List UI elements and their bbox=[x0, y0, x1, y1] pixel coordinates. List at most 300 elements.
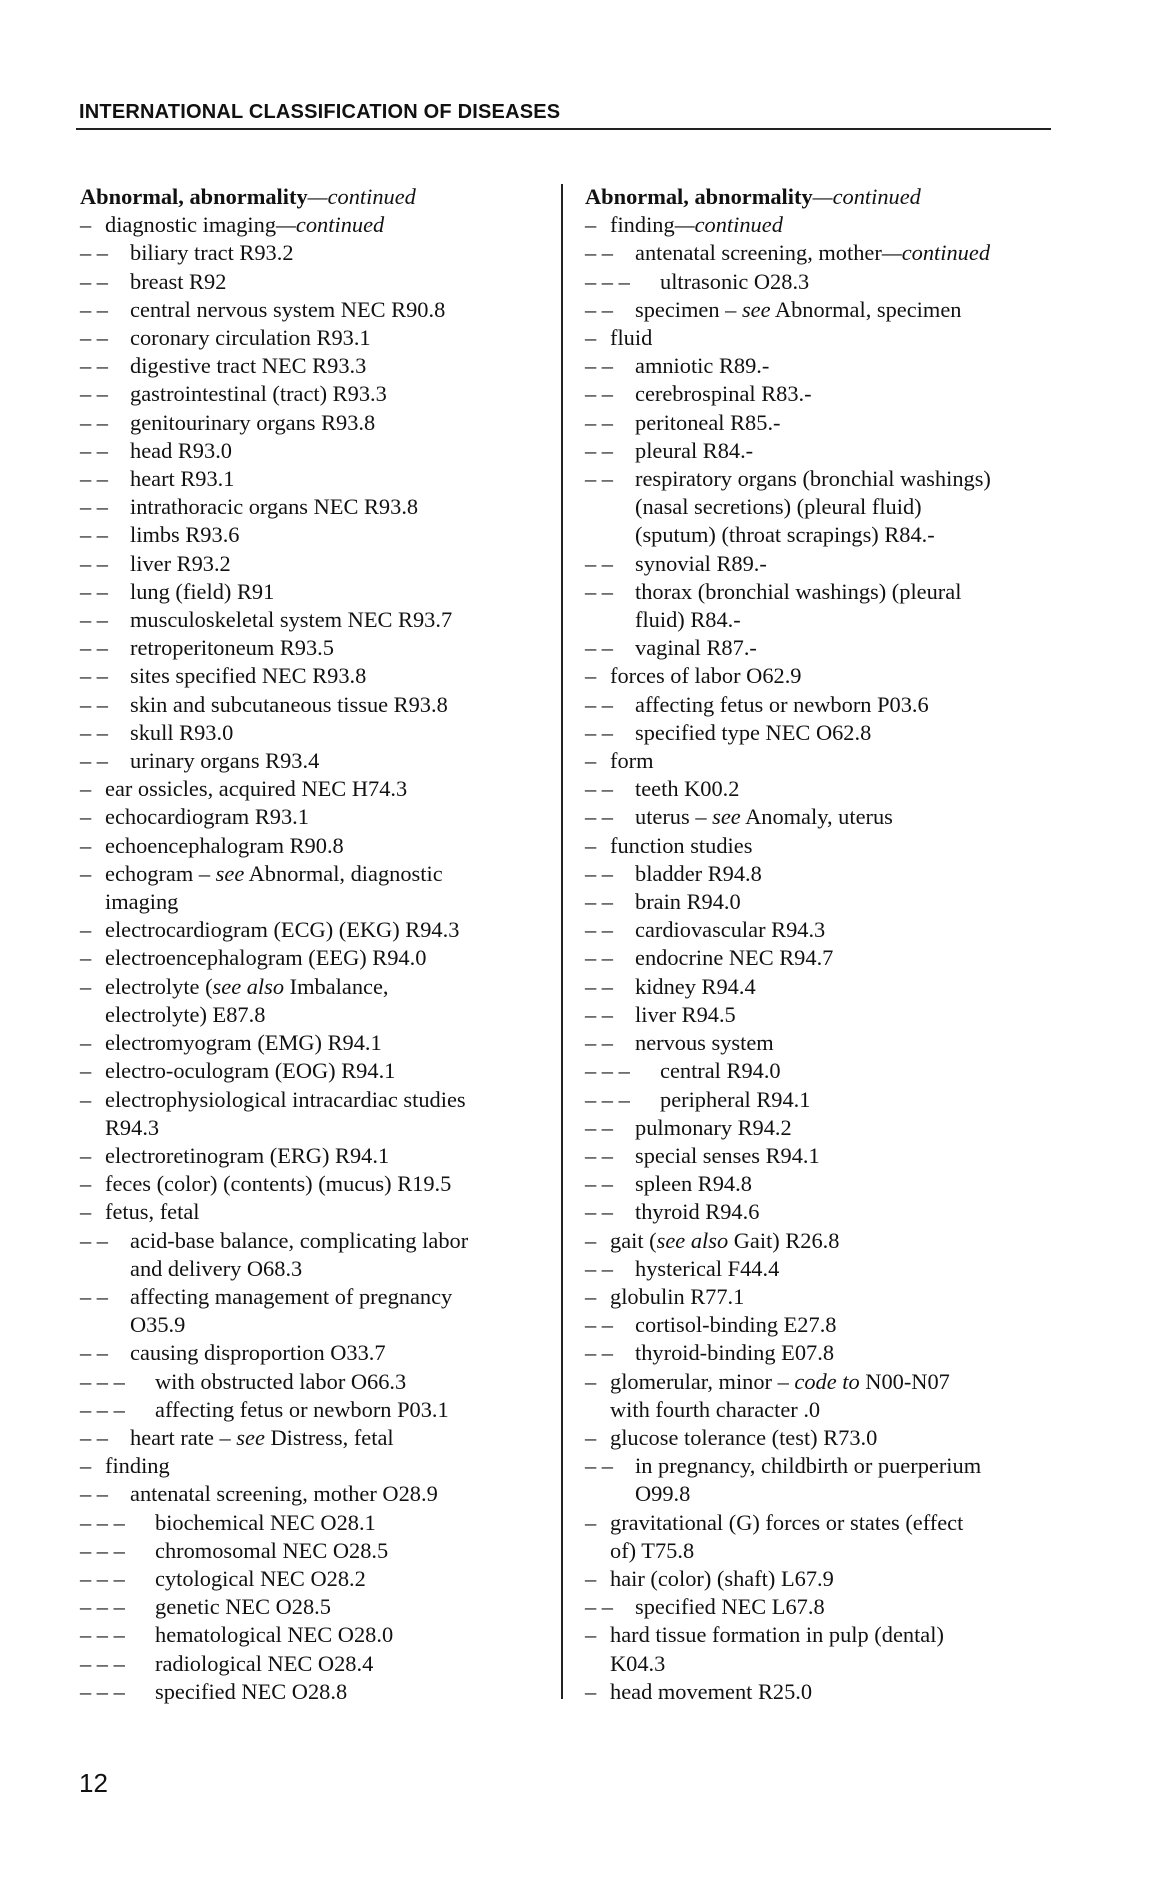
entry-term: fluid bbox=[610, 325, 653, 351]
entry-reference: Gait) R26.8 bbox=[728, 1227, 840, 1253]
entry-text bbox=[130, 1480, 438, 1508]
entry-text bbox=[635, 465, 991, 493]
index-entry bbox=[80, 465, 540, 493]
entry-level-dashes: – – bbox=[585, 550, 613, 576]
entry-text bbox=[105, 211, 384, 239]
index-entry bbox=[80, 1029, 540, 1057]
entry-level-dashes: – – bbox=[585, 296, 613, 322]
entry-level-dashes: – bbox=[80, 776, 92, 802]
entry-level-dashes: – – bbox=[585, 437, 613, 463]
entry-level-dashes: – – bbox=[585, 691, 613, 717]
entry-term: biochemical NEC O28.1 bbox=[155, 1509, 376, 1535]
entry-level-dashes: – – bbox=[585, 1594, 613, 1620]
entry-term: electrophysiological intracardiac studies bbox=[105, 1086, 466, 1112]
index-entry bbox=[585, 1283, 1045, 1311]
entry-term: feces (color) (contents) (mucus) R19.5 bbox=[105, 1171, 452, 1197]
index-entry bbox=[585, 380, 1045, 408]
index-entry bbox=[80, 1650, 540, 1678]
index-entry-continuation: (nasal secretions) (pleural fluid) bbox=[635, 494, 922, 520]
entry-text bbox=[105, 1452, 170, 1480]
entry-text bbox=[105, 973, 389, 1001]
entry-text bbox=[105, 1057, 395, 1085]
entry-text bbox=[155, 1593, 331, 1621]
entry-text bbox=[105, 1198, 200, 1226]
index-entry bbox=[80, 1593, 540, 1621]
entry-italic-note: see bbox=[215, 860, 245, 886]
entry-level-dashes: – – bbox=[585, 1312, 613, 1338]
entry-text bbox=[105, 1029, 382, 1057]
index-entry bbox=[585, 578, 1045, 606]
entry-text bbox=[635, 1198, 759, 1226]
index-entry bbox=[585, 1227, 1045, 1255]
index-entry bbox=[585, 1424, 1045, 1452]
entry-text bbox=[635, 1593, 825, 1621]
index-entry bbox=[585, 409, 1045, 437]
index-main-term bbox=[585, 183, 1045, 211]
index-entry bbox=[585, 1142, 1045, 1170]
index-entry bbox=[585, 211, 1045, 239]
entry-term: diagnostic imaging bbox=[105, 212, 277, 238]
entry-term: thorax (bronchial washings) (pleural bbox=[635, 578, 962, 604]
entry-text bbox=[635, 437, 753, 465]
index-entry bbox=[80, 578, 540, 606]
index-entry bbox=[585, 1593, 1045, 1621]
entry-term: brain R94.0 bbox=[635, 889, 741, 915]
index-entry bbox=[80, 1424, 540, 1452]
entry-level-dashes: – – bbox=[585, 381, 613, 407]
entry-text bbox=[635, 1029, 774, 1057]
index-entry bbox=[585, 662, 1045, 690]
index-entry bbox=[80, 1565, 540, 1593]
entry-text bbox=[635, 719, 871, 747]
page-number: 12 bbox=[79, 1768, 108, 1798]
entry-text bbox=[635, 944, 833, 972]
entry-text bbox=[635, 1114, 792, 1142]
entry-text bbox=[635, 1255, 779, 1283]
entry-term: retroperitoneum R93.5 bbox=[130, 635, 334, 661]
entry-level-dashes: – – – bbox=[80, 1537, 125, 1563]
entry-text bbox=[610, 1509, 963, 1537]
entry-level-dashes: – – bbox=[585, 1001, 613, 1027]
entry-italic-note: see bbox=[236, 1424, 265, 1450]
entry-level-dashes: – – bbox=[585, 1199, 613, 1225]
entry-term: teeth K00.2 bbox=[635, 776, 740, 802]
entry-text bbox=[610, 1621, 944, 1649]
entry-level-dashes: – bbox=[80, 1142, 92, 1168]
entry-italic-note: see bbox=[712, 804, 741, 830]
entry-level-dashes: – bbox=[585, 1424, 597, 1450]
entry-term: respiratory organs (bronchial washings) bbox=[635, 466, 991, 492]
index-entry-continuation: fluid) R84.- bbox=[635, 607, 741, 633]
entry-text bbox=[130, 493, 418, 521]
entry-level-dashes: – – bbox=[585, 776, 613, 802]
index-entry-continuation: O99.8 bbox=[635, 1481, 691, 1507]
index-entry bbox=[585, 324, 1045, 352]
entry-level-dashes: – bbox=[80, 973, 92, 999]
index-entry bbox=[80, 1283, 540, 1311]
entry-text bbox=[105, 775, 407, 803]
entry-text bbox=[105, 1142, 389, 1170]
entry-reference: Distress, fetal bbox=[264, 1424, 394, 1450]
index-entry bbox=[585, 352, 1045, 380]
index-entry bbox=[585, 437, 1045, 465]
entry-reference: Abnormal, specimen bbox=[770, 296, 962, 322]
entry-term: cardiovascular R94.3 bbox=[635, 917, 826, 943]
entry-text bbox=[635, 380, 812, 408]
entry-text bbox=[610, 1368, 950, 1396]
index-entry bbox=[80, 324, 540, 352]
entry-level-dashes: – bbox=[80, 1058, 92, 1084]
index-entry bbox=[80, 775, 540, 803]
entry-level-dashes: – – – bbox=[80, 1368, 125, 1394]
entry-text bbox=[635, 775, 739, 803]
entry-level-dashes: – – bbox=[585, 1255, 613, 1281]
index-entry bbox=[80, 944, 540, 972]
entry-text bbox=[105, 832, 344, 860]
entry-term: form bbox=[610, 748, 654, 774]
entry-italic-note: see bbox=[741, 296, 771, 322]
entry-term: thyroid R94.6 bbox=[635, 1199, 760, 1225]
index-entry bbox=[80, 1057, 540, 1085]
entry-italic-note: see also bbox=[212, 973, 285, 999]
entry-term: finding bbox=[610, 212, 675, 238]
entry-level-dashes: – – bbox=[80, 522, 108, 548]
index-entry bbox=[80, 1452, 540, 1480]
entry-level-dashes: – – bbox=[585, 353, 613, 379]
index-entry bbox=[80, 634, 540, 662]
index-entry-continuation: imaging bbox=[105, 889, 179, 915]
entry-text bbox=[660, 1086, 810, 1114]
entry-italic-note: —continued bbox=[881, 240, 991, 266]
index-entry bbox=[80, 1198, 540, 1226]
entry-text bbox=[130, 747, 319, 775]
index-entry bbox=[585, 465, 1045, 493]
entry-term: affecting management of pregnancy bbox=[130, 1283, 453, 1309]
entry-text bbox=[610, 747, 654, 775]
entry-text bbox=[130, 550, 231, 578]
index-entry bbox=[585, 1001, 1045, 1029]
index-entry bbox=[585, 1170, 1045, 1198]
index-entry bbox=[80, 1339, 540, 1367]
index-entry bbox=[585, 1339, 1045, 1367]
entry-level-dashes: – bbox=[80, 1086, 92, 1112]
entry-level-dashes: – – bbox=[80, 691, 108, 717]
index-entry bbox=[585, 916, 1045, 944]
entry-level-dashes: – bbox=[80, 212, 92, 238]
entry-reference: Imbalance, bbox=[284, 973, 389, 999]
entry-text bbox=[610, 211, 783, 239]
entry-text bbox=[635, 634, 757, 662]
entry-term: electrolyte ( bbox=[105, 973, 213, 999]
index-entry-continuation: K04.3 bbox=[610, 1650, 666, 1676]
entry-text bbox=[80, 183, 416, 211]
entry-term: heart R93.1 bbox=[130, 466, 235, 492]
index-entry bbox=[80, 493, 540, 521]
index-entry-continuation: (sputum) (throat scrapings) R84.- bbox=[635, 522, 935, 548]
entry-level-dashes: – bbox=[585, 1283, 597, 1309]
entry-text bbox=[155, 1678, 347, 1706]
entry-level-dashes: – – bbox=[585, 1142, 613, 1168]
entry-text bbox=[635, 973, 756, 1001]
entry-term: uterus – bbox=[635, 804, 713, 830]
entry-text bbox=[155, 1509, 376, 1537]
index-entry bbox=[80, 521, 540, 549]
entry-level-dashes: – bbox=[585, 663, 597, 689]
entry-text bbox=[130, 1283, 452, 1311]
index-entry bbox=[585, 1198, 1045, 1226]
entry-text bbox=[130, 1227, 468, 1255]
entry-level-dashes: – bbox=[80, 804, 92, 830]
entry-term: electrocardiogram (ECG) (EKG) R94.3 bbox=[105, 917, 460, 943]
index-entry bbox=[80, 916, 540, 944]
index-entry bbox=[80, 1509, 540, 1537]
entry-text bbox=[610, 1424, 877, 1452]
index-entry bbox=[80, 380, 540, 408]
entry-level-dashes: – – bbox=[585, 804, 613, 830]
index-entry bbox=[80, 437, 540, 465]
entry-text bbox=[635, 860, 762, 888]
index-entry bbox=[80, 1368, 540, 1396]
entry-term: affecting fetus or newborn P03.6 bbox=[635, 691, 929, 717]
index-entry-continuation: of) T75.8 bbox=[610, 1537, 695, 1563]
entry-text bbox=[635, 1170, 752, 1198]
entry-text bbox=[635, 691, 929, 719]
entry-level-dashes: – – bbox=[585, 1114, 613, 1140]
entry-text bbox=[610, 662, 802, 690]
entry-level-dashes: – bbox=[80, 860, 92, 886]
entry-term: liver R93.2 bbox=[130, 550, 231, 576]
index-entry-continuation: electrolyte) E87.8 bbox=[105, 1001, 266, 1027]
entry-text bbox=[130, 662, 366, 690]
index-entry bbox=[585, 691, 1045, 719]
entry-term: echocardiogram R93.1 bbox=[105, 804, 309, 830]
index-entry bbox=[585, 1565, 1045, 1593]
entry-term: skull R93.0 bbox=[130, 719, 234, 745]
page-header: INTERNATIONAL CLASSIFICATION OF DISEASES bbox=[79, 101, 561, 123]
entry-text bbox=[130, 1424, 394, 1452]
entry-text bbox=[105, 1170, 451, 1198]
entry-term: amniotic R89.- bbox=[635, 353, 770, 379]
entry-text bbox=[155, 1565, 366, 1593]
entry-level-dashes: – – bbox=[80, 325, 108, 351]
entry-level-dashes: – – bbox=[585, 635, 613, 661]
index-entry bbox=[80, 1537, 540, 1565]
entry-text bbox=[610, 324, 652, 352]
entry-term: gait ( bbox=[610, 1227, 657, 1253]
index-entry bbox=[80, 409, 540, 437]
entry-level-dashes: – – – bbox=[585, 268, 630, 294]
entry-term: kidney R94.4 bbox=[635, 973, 756, 999]
entry-level-dashes: – bbox=[585, 748, 597, 774]
entry-term: function studies bbox=[610, 832, 753, 858]
entry-level-dashes: – bbox=[80, 1199, 92, 1225]
index-entry bbox=[585, 719, 1045, 747]
entry-term: electroretinogram (ERG) R94.1 bbox=[105, 1142, 390, 1168]
index-entry bbox=[585, 550, 1045, 578]
index-entry bbox=[80, 1480, 540, 1508]
index-entry bbox=[80, 550, 540, 578]
index-entry bbox=[585, 944, 1045, 972]
entry-level-dashes: – – – bbox=[80, 1509, 125, 1535]
index-entry bbox=[585, 239, 1045, 267]
entry-text bbox=[635, 888, 741, 916]
entry-term: skin and subcutaneous tissue R93.8 bbox=[130, 691, 448, 717]
entry-term: peritoneal R85.- bbox=[635, 409, 781, 435]
entry-text bbox=[155, 1537, 388, 1565]
entry-level-dashes: – bbox=[80, 1030, 92, 1056]
index-entry-continuation: R94.3 bbox=[105, 1114, 160, 1140]
entry-term: chromosomal NEC O28.5 bbox=[155, 1537, 389, 1563]
index-entry bbox=[80, 662, 540, 690]
index-entry bbox=[80, 1678, 540, 1706]
entry-text bbox=[635, 352, 769, 380]
entry-level-dashes: – bbox=[80, 1453, 92, 1479]
entry-term: echogram – bbox=[105, 860, 216, 886]
entry-term: central R94.0 bbox=[660, 1058, 781, 1084]
entry-level-dashes: – bbox=[80, 945, 92, 971]
entry-term: Abnormal, abnormality bbox=[80, 184, 308, 209]
entry-text bbox=[155, 1650, 373, 1678]
index-entry bbox=[80, 1142, 540, 1170]
entry-level-dashes: – – bbox=[585, 240, 613, 266]
entry-text bbox=[660, 1057, 781, 1085]
entry-term: with obstructed labor O66.3 bbox=[155, 1368, 407, 1394]
index-entry bbox=[585, 268, 1045, 296]
entry-term: head R93.0 bbox=[130, 437, 232, 463]
entry-text bbox=[635, 409, 781, 437]
entry-term: gastrointestinal (tract) R93.3 bbox=[130, 381, 387, 407]
entry-level-dashes: – – – bbox=[80, 1678, 125, 1704]
entry-level-dashes: – – bbox=[80, 635, 108, 661]
entry-text bbox=[130, 380, 387, 408]
entry-text bbox=[130, 268, 226, 296]
entry-text bbox=[660, 268, 809, 296]
entry-level-dashes: – – bbox=[80, 1283, 108, 1309]
entry-text bbox=[130, 1339, 386, 1367]
entry-term: gravitational (G) forces or states (effect bbox=[610, 1509, 964, 1535]
entry-level-dashes: – – bbox=[80, 296, 108, 322]
entry-level-dashes: – – – bbox=[80, 1622, 125, 1648]
entry-level-dashes: – – bbox=[585, 578, 613, 604]
index-entry bbox=[80, 1227, 540, 1255]
entry-term: pleural R84.- bbox=[635, 437, 754, 463]
entry-text bbox=[105, 1086, 466, 1114]
entry-level-dashes: – – bbox=[585, 1340, 613, 1366]
index-entry bbox=[585, 1678, 1045, 1706]
entry-term: affecting fetus or newborn P03.1 bbox=[155, 1396, 449, 1422]
entry-term: electro-oculogram (EOG) R94.1 bbox=[105, 1058, 396, 1084]
entry-level-dashes: – bbox=[585, 832, 597, 858]
entry-term: digestive tract NEC R93.3 bbox=[130, 353, 367, 379]
entry-term: forces of labor O62.9 bbox=[610, 663, 802, 689]
entry-term: specimen – bbox=[635, 296, 742, 322]
entry-term: cerebrospinal R83.- bbox=[635, 381, 812, 407]
index-entry bbox=[585, 296, 1045, 324]
entry-text bbox=[610, 1565, 834, 1593]
index-entry bbox=[80, 239, 540, 267]
index-entry bbox=[80, 268, 540, 296]
entry-text bbox=[155, 1621, 393, 1649]
entry-level-dashes: – bbox=[80, 1171, 92, 1197]
entry-level-dashes: – – – bbox=[80, 1650, 125, 1676]
entry-term: specified NEC L67.8 bbox=[635, 1594, 825, 1620]
entry-text bbox=[105, 944, 426, 972]
entry-term: hard tissue formation in pulp (dental) bbox=[610, 1622, 944, 1648]
index-column-left bbox=[80, 183, 540, 1706]
entry-level-dashes: – – – bbox=[80, 1396, 125, 1422]
entry-level-dashes: – – bbox=[80, 353, 108, 379]
index-entry bbox=[585, 1621, 1045, 1649]
entry-text bbox=[130, 409, 375, 437]
index-entry bbox=[585, 775, 1045, 803]
entry-term: musculoskeletal system NEC R93.7 bbox=[130, 607, 453, 633]
entry-term: vaginal R87.- bbox=[635, 635, 757, 661]
entry-text bbox=[610, 1678, 812, 1706]
entry-term: ear ossicles, acquired NEC H74.3 bbox=[105, 776, 408, 802]
entry-level-dashes: – bbox=[585, 1678, 597, 1704]
entry-level-dashes: – – bbox=[585, 1453, 613, 1479]
entry-term: cytological NEC O28.2 bbox=[155, 1565, 366, 1591]
entry-text bbox=[635, 550, 767, 578]
entry-text bbox=[635, 1339, 834, 1367]
entry-term: Abnormal, abnormality bbox=[585, 184, 813, 209]
index-entry bbox=[585, 888, 1045, 916]
entry-text bbox=[130, 691, 448, 719]
entry-level-dashes: – – bbox=[585, 917, 613, 943]
entry-italic-note: —continued bbox=[307, 184, 416, 209]
entry-italic-note: —continued bbox=[276, 212, 385, 238]
entry-level-dashes: – – bbox=[80, 748, 108, 774]
entry-term: echoencephalogram R90.8 bbox=[105, 832, 344, 858]
entry-level-dashes: – – bbox=[80, 1340, 108, 1366]
entry-italic-note: —continued bbox=[812, 184, 921, 209]
index-column-right bbox=[585, 183, 1045, 1706]
entry-level-dashes: – – bbox=[80, 494, 108, 520]
entry-text bbox=[610, 1227, 839, 1255]
index-entry bbox=[585, 973, 1045, 1001]
index-entry-continuation: and delivery O68.3 bbox=[130, 1255, 303, 1281]
entry-text bbox=[105, 803, 309, 831]
entry-term: hysterical F44.4 bbox=[635, 1255, 780, 1281]
index-entry bbox=[585, 860, 1045, 888]
index-entry bbox=[585, 1029, 1045, 1057]
entry-term: antenatal screening, mother O28.9 bbox=[130, 1481, 438, 1507]
entry-term: glucose tolerance (test) R73.0 bbox=[610, 1424, 878, 1450]
entry-italic-note: code to bbox=[794, 1368, 860, 1394]
index-entry bbox=[80, 1621, 540, 1649]
index-entry bbox=[80, 352, 540, 380]
entry-italic-note: see also bbox=[656, 1227, 729, 1253]
index-entry bbox=[80, 211, 540, 239]
entry-level-dashes: – – bbox=[80, 437, 108, 463]
index-entry bbox=[80, 296, 540, 324]
entry-level-dashes: – bbox=[585, 1227, 597, 1253]
entry-level-dashes: – bbox=[80, 832, 92, 858]
entry-text bbox=[610, 1283, 744, 1311]
index-main-term bbox=[80, 183, 540, 211]
entry-level-dashes: – – bbox=[80, 1424, 108, 1450]
entry-level-dashes: – – – bbox=[80, 1594, 125, 1620]
entry-text bbox=[635, 803, 893, 831]
entry-text bbox=[155, 1396, 449, 1424]
index-entry bbox=[585, 634, 1045, 662]
entry-level-dashes: – bbox=[585, 1622, 597, 1648]
entry-text bbox=[130, 578, 274, 606]
index-entry-continuation: with fourth character .0 bbox=[610, 1396, 821, 1422]
entry-level-dashes: – – – bbox=[80, 1565, 125, 1591]
entry-text bbox=[130, 437, 232, 465]
entry-term: synovial R89.- bbox=[635, 550, 767, 576]
